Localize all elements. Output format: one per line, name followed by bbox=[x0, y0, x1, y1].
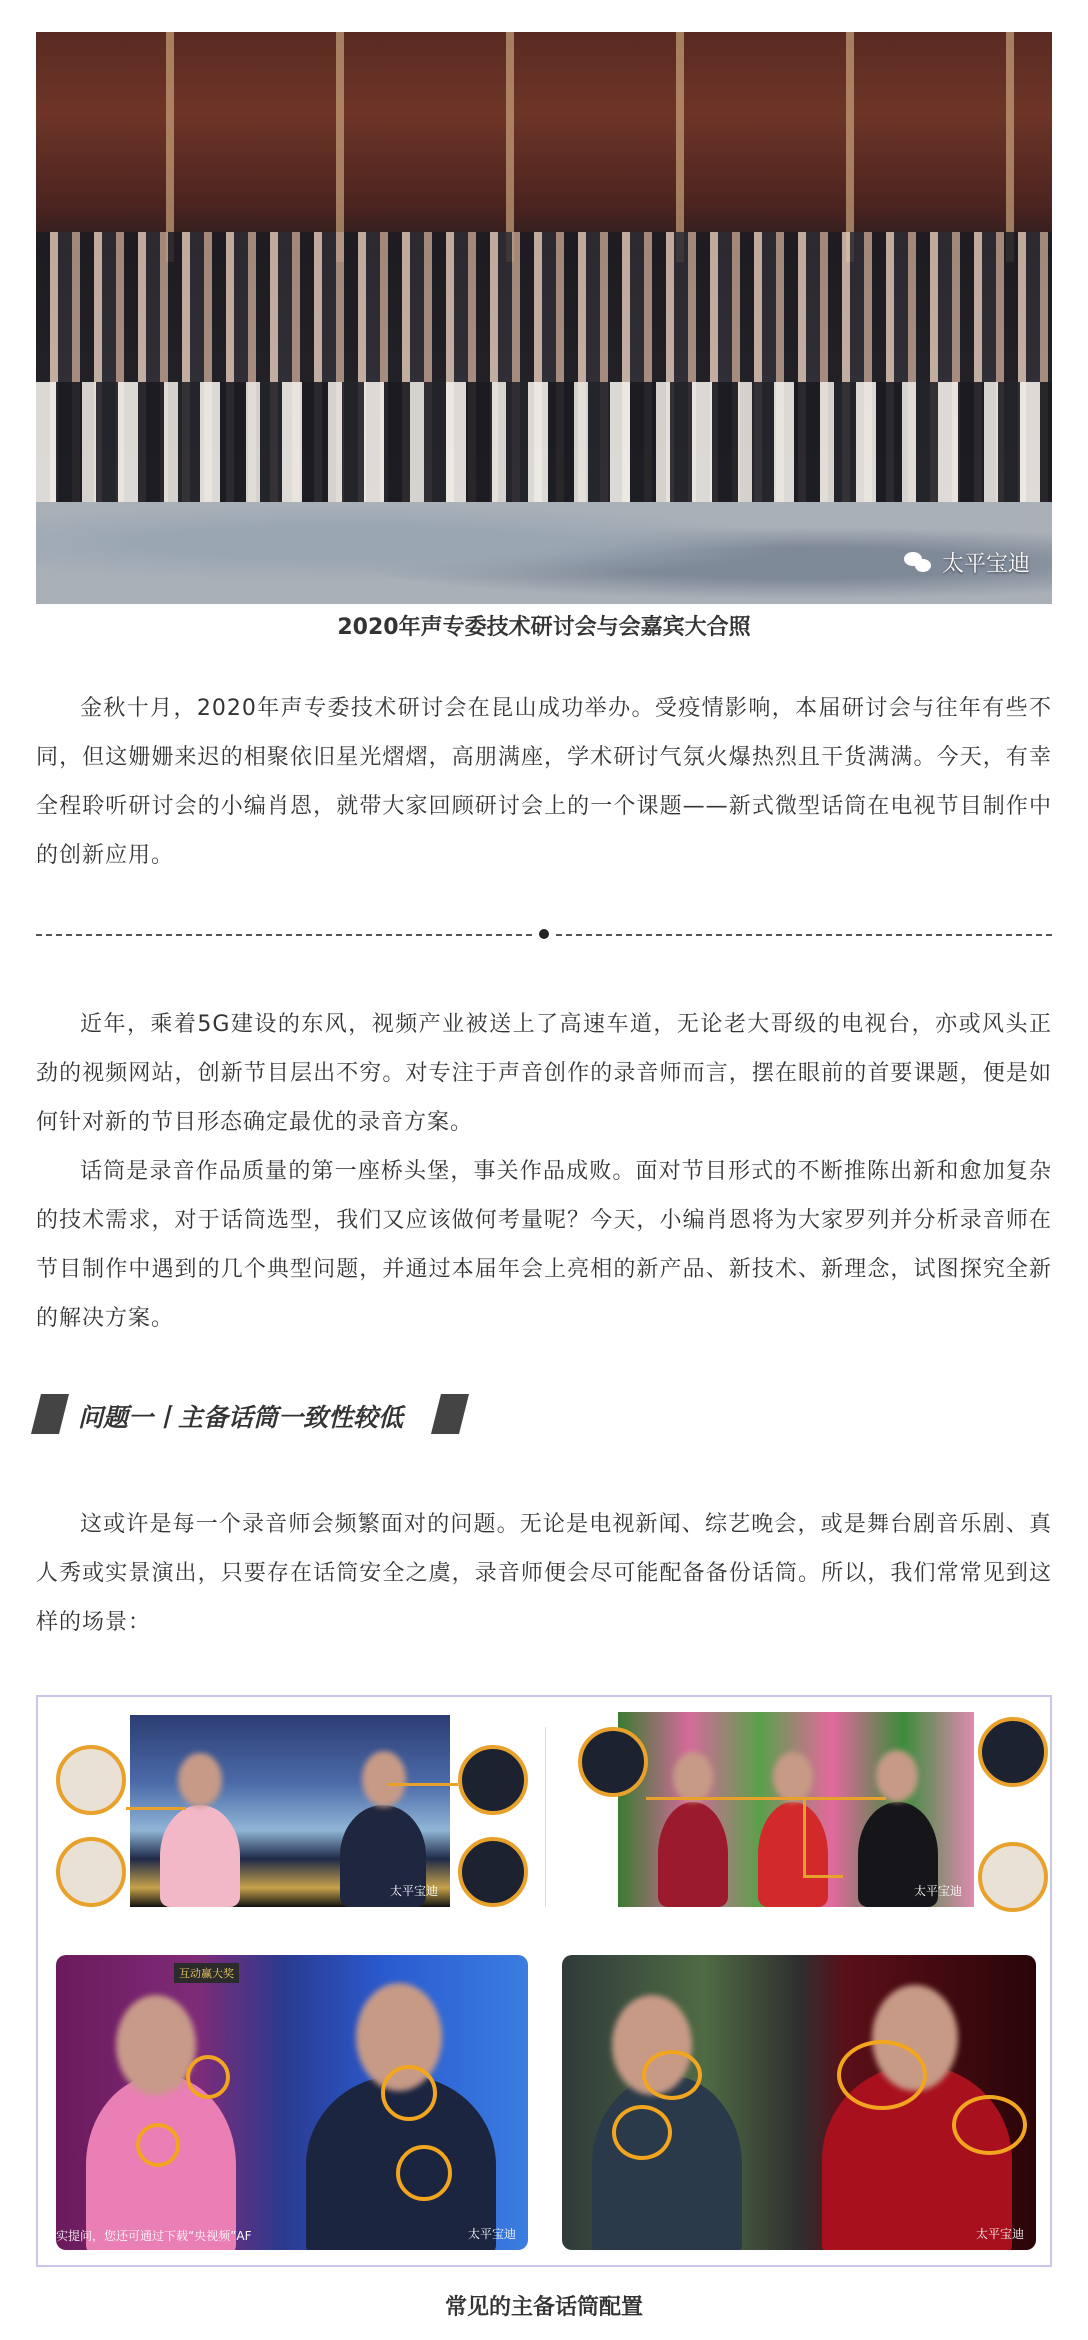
section1-paragraph: 这或许是每一个录音师会频繁面对的问题。无论是电视新闻、综艺晚会，或是舞台剧音乐剧、真人秀或实景演出，只要存在话筒安全之虞，录音师便会尽可能配备备份话筒。所以，我们常常见到这样的场景： bbox=[36, 1512, 1052, 1635]
section-heading bbox=[36, 1394, 476, 1434]
mic-config-collage bbox=[36, 1695, 1052, 2267]
photo-watermark bbox=[904, 547, 1030, 578]
mic-config-caption: 常见的主备话筒配置 bbox=[444, 2295, 643, 2320]
body-paragraph-2: 话筒是录音作品质量的第一座桥头堡，事关作品成败。面对节目形式的不断推陈出新和愈加复杂的技术需求，对于话筒选型，我们又应该做何考量呢？今天，小编肖恩将为大家罗列并分析录音师在节目制作中遇到的几个典型问题，并通过本届年会上亮相的新产品、新技术、新理念，试图探究全新的解决方案。 bbox=[36, 1159, 1052, 1331]
lav-mic-zoom-icon bbox=[458, 1745, 528, 1815]
heading-bar-left bbox=[31, 1394, 69, 1434]
group-photo bbox=[36, 32, 1052, 604]
section-heading-text: 问题一丨主备话筒一致性较低 bbox=[78, 1403, 404, 1432]
studio-hosts-panel: 互动赢大奖 实提问，您还可通过下载“央视频”AF 太平宝迪 bbox=[56, 1955, 528, 2250]
divider-dot bbox=[539, 929, 549, 939]
handheld-mic-zoom-icon bbox=[978, 1842, 1048, 1912]
group-photo-caption: 2020年声专委技术研讨会与会嘉宾大合照 bbox=[337, 615, 751, 640]
intro-paragraph: 金秋十月，2020年声专委技术研讨会在昆山成功举办。受疫情影响，本届研讨会与往年有些不同，但这姗姗来迟的相聚依旧星光熠熠，高朋满座，学术研讨气氛火爆热烈且干货满满。今天，有幸全程聆听研讨会的小编肖恩，就带大家回顾研讨会上的一个课题——新式微型话筒在电视节目制作中的创新应用。 bbox=[36, 696, 1052, 868]
body-paragraph-1: 近年，乘着5G建设的东风，视频产业被送上了高速车道，无论老大哥级的电视台，亦或风头正劲的视频网站，创新节目层出不穷。对专注于声音创作的录音师而言，摆在眼前的首要课题，便是如何针对新的节目形态确定最优的录音方案。 bbox=[36, 1012, 1052, 1135]
wechat-icon bbox=[904, 552, 934, 574]
lav-mic-zoom-icon bbox=[578, 1727, 648, 1797]
photo-watermark-text: 太平宝迪 bbox=[941, 552, 1030, 577]
performers-panel: 太平宝迪 bbox=[562, 1955, 1036, 2250]
body-paragraphs bbox=[36, 1000, 1052, 1343]
lav-mic-zoom-icon bbox=[56, 1745, 126, 1815]
news-anchors-panel: 太平宝迪 bbox=[130, 1715, 450, 1907]
gala-hosts-panel: 太平宝迪 bbox=[618, 1712, 974, 1907]
section-divider bbox=[36, 928, 1052, 942]
heading-bar-right bbox=[431, 1394, 469, 1434]
lav-mic-zoom-icon bbox=[978, 1717, 1048, 1787]
desk-mic-zoom-icon bbox=[458, 1837, 528, 1907]
handheld-mic-zoom-icon bbox=[56, 1837, 126, 1907]
